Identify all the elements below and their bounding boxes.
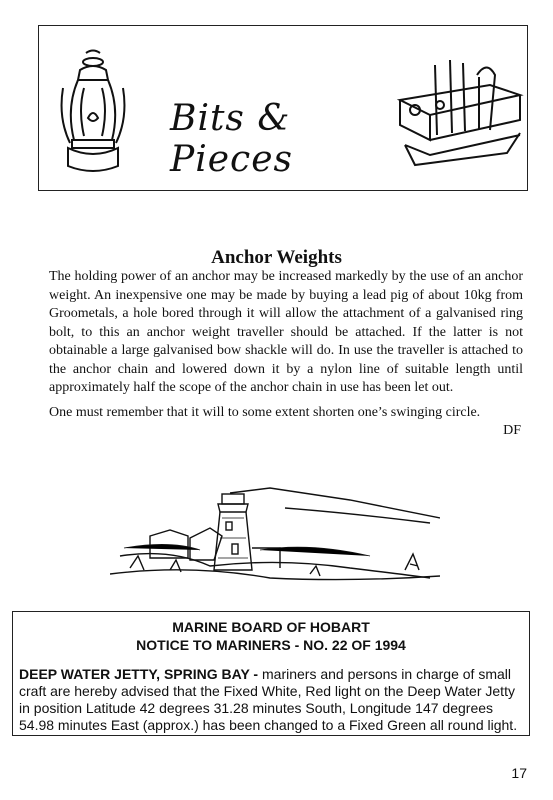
notice-heading: MARINE BOARD OF HOBART xyxy=(172,619,370,635)
notice-lead: DEEP WATER JETTY, SPRING BAY xyxy=(19,666,250,682)
author-initials: DF xyxy=(503,423,521,438)
notice-text: mariners and persons in charge of small craft are hereby advised that the Fixed White, Red light on the Deep Water Jetty in position Latitude 42 degrees 31.28 minutes South, Longitude 147 degrees 54.98 minutes East (approx.) has been changed to a Fixed Green all round light. xyxy=(19,666,518,733)
notice-box xyxy=(12,611,530,736)
article-title: Anchor Weights xyxy=(211,247,342,268)
page-number: 17 xyxy=(511,765,527,781)
lighthouse-illustration xyxy=(110,478,440,590)
article-body: The holding power of an anchor may be increased markedly by the use of an anchor weight. An inexpensive one may be made by buying a lead pig of about 10kg from Groometals, a hole bored through it will allow the attachment of a galvanised ring bolt, to this an anchor weight traveller should be attached. If the latter is not obtainable a large galvanised bow shackle will do. In use the traveller is attached to the anchor chain and lowered down it by a nylon line of suitable length until approximately half the scope of the anchor chain in use has been let out. xyxy=(49,269,523,395)
notice-body xyxy=(19,666,523,734)
lantern-illustration xyxy=(58,48,128,178)
notice-subheading: NOTICE TO MARINERS - NO. 22 OF 1994 xyxy=(136,637,406,653)
article-note: One must remember that it will to some extent shorten one’s swinging circle. xyxy=(49,405,481,420)
section-title: Bits & Pieces xyxy=(170,98,293,180)
tool-rack-illustration xyxy=(395,55,525,180)
notice-separator: - xyxy=(249,666,262,682)
